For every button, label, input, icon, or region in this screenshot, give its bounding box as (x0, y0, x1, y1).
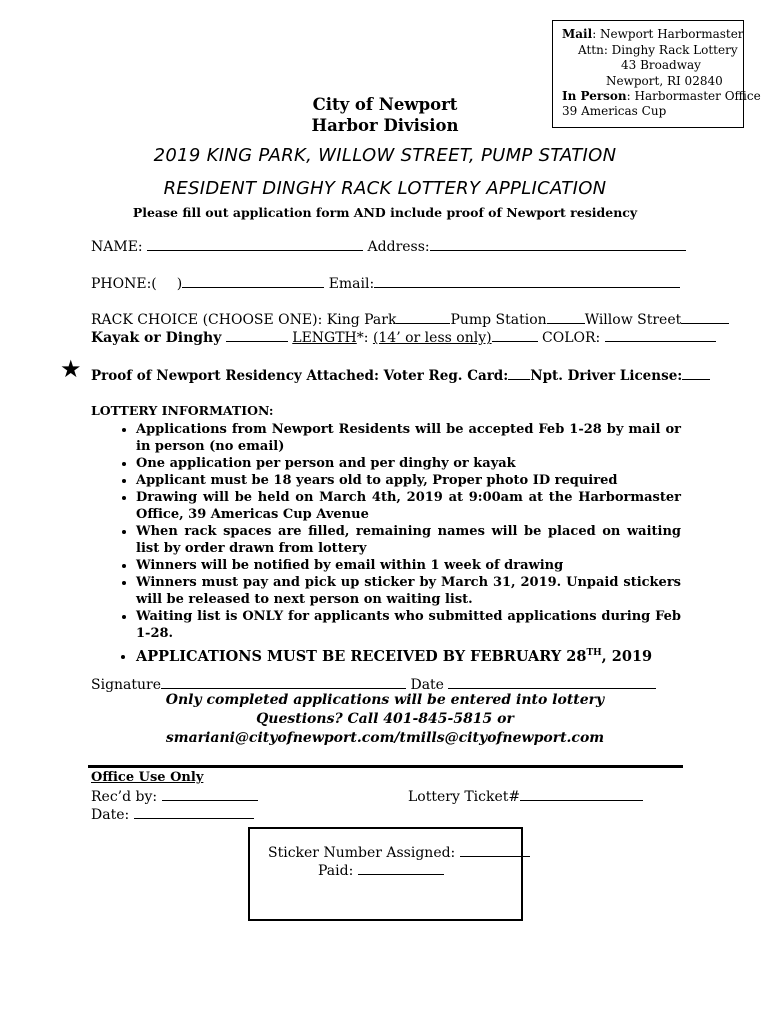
name-label: NAME: (91, 239, 143, 255)
in-person-line-2: 39 Americas Cup (562, 104, 667, 118)
paid-field[interactable] (358, 862, 444, 875)
recd-by-label: Rec’d by: (91, 789, 158, 805)
deadline-item: • APPLICATIONS MUST BE RECEIVED BY FEBRUARY 28TH, 2019 (136, 645, 681, 665)
color-field[interactable] (605, 329, 716, 342)
questions-note: Questions? Call 401-845-5815 or (256, 711, 514, 727)
sticker-number-row (268, 844, 530, 861)
address-field[interactable] (430, 238, 686, 251)
list-item: • Waiting list is ONLY for applicants who submitted applications during Feb 1-28. (136, 608, 681, 642)
pump-station-label: Pump Station (450, 312, 547, 328)
phone-close-paren: ) (176, 276, 183, 292)
recd-by-field[interactable] (162, 788, 258, 801)
rack-choice-label: RACK CHOICE (CHOOSE ONE): King Park (91, 312, 397, 328)
completed-note: Only completed applications will be entered into lottery (165, 692, 605, 708)
office-date-label: Date: (91, 807, 130, 823)
form-instruction: Please fill out application form AND include proof of Newport residency (132, 205, 638, 220)
contact-emails: smariani@cityofnewport.com/tmills@cityofnewport.com (165, 730, 605, 746)
office-date-field[interactable] (134, 806, 254, 819)
mail-line-1: Mail: Newport Harbormaster (562, 27, 744, 41)
phone-label: PHONE:( (91, 276, 157, 292)
sticker-number-label: Sticker Number Assigned: (268, 845, 456, 861)
paid-row (318, 862, 444, 879)
lottery-heading: LOTTERY INFORMATION: (91, 403, 274, 418)
office-use-heading: Office Use Only (91, 770, 204, 785)
office-date-row (91, 806, 254, 823)
list-item: • Applicant must be 18 years old to apply, Proper photo ID required (136, 472, 681, 489)
list-item: • One application per person and per dinghy or kayak (136, 455, 681, 472)
office-divider (88, 765, 683, 768)
name-address-row (91, 238, 686, 255)
willow-street-field[interactable] (681, 311, 729, 324)
kayak-dinghy-label: Kayak or Dinghy (91, 330, 222, 346)
phone-field[interactable] (182, 275, 324, 288)
length-suffix: *: (356, 330, 373, 346)
list-item: • Winners will be notified by email within 1 week of drawing (136, 557, 681, 574)
list-item: • When rack spaces are filled, remaining names will be placed on waiting list by order drawn from lottery (136, 523, 681, 557)
length-label: LENGTH (292, 330, 357, 346)
length-field[interactable] (492, 329, 538, 342)
proof-residency-row (91, 367, 710, 384)
driver-license-field[interactable] (682, 367, 710, 380)
date-label: Date (410, 677, 444, 693)
org-name: City of Newport (312, 95, 458, 114)
signature-field[interactable] (161, 676, 406, 689)
star-icon: ★ (60, 355, 82, 383)
color-label: COLOR: (542, 330, 601, 346)
in-person-line-1: In Person: Harbormaster Office (562, 89, 761, 103)
mailing-address-box (552, 20, 761, 128)
signature-label: Signature (91, 677, 162, 693)
lottery-rules-list (91, 421, 681, 665)
date-field[interactable] (448, 676, 656, 689)
mail-line-3: 43 Broadway (621, 58, 701, 72)
lottery-ticket-field[interactable] (520, 788, 643, 801)
mail-line-2: Attn: Dinghy Rack Lottery (578, 43, 738, 57)
sticker-box (248, 827, 523, 921)
lottery-ticket-label: Lottery Ticket# (408, 789, 521, 805)
address-label: Address: (367, 239, 430, 255)
org-division: Harbor Division (311, 116, 459, 135)
rack-choice-row (91, 311, 729, 328)
willow-street-label: Willow Street (584, 312, 682, 328)
length-note: (14’ or less only) (372, 330, 492, 346)
phone-email-row (91, 275, 680, 292)
name-field[interactable] (147, 238, 363, 251)
boat-details-row (91, 329, 716, 346)
voter-reg-field[interactable] (508, 367, 530, 380)
proof-label: Proof of Newport Residency Attached: Voter Reg. Card: (91, 368, 509, 384)
lottery-information (91, 402, 681, 665)
mail-line-4: Newport, RI 02840 (606, 74, 723, 88)
email-label: Email: (328, 276, 375, 292)
list-item: • Winners must pay and pick up sticker by March 31, 2019. Unpaid stickers will be released to next person on waiting list. (136, 574, 681, 608)
list-item: • Drawing will be held on March 4th, 2019 at 9:00am at the Harbormaster Office, 39 Americas Cup Avenue (136, 489, 681, 523)
form-title-line-2: RESIDENT DINGHY RACK LOTTERY APPLICATION (163, 178, 607, 199)
pump-station-field[interactable] (547, 311, 585, 324)
king-park-field[interactable] (396, 311, 450, 324)
sticker-number-field[interactable] (460, 844, 530, 857)
kayak-dinghy-field[interactable] (226, 329, 288, 342)
paid-label: Paid: (318, 863, 354, 879)
list-item: • Applications from Newport Residents will be accepted Feb 1-28 by mail or in person (no email) (136, 421, 681, 455)
form-title-line-1: 2019 KING PARK, WILLOW STREET, PUMP STATION (153, 145, 617, 166)
lottery-ticket-row (408, 788, 643, 805)
email-field[interactable] (374, 275, 680, 288)
driver-license-label: Npt. Driver License: (530, 368, 683, 384)
signature-row (91, 676, 656, 693)
recd-by-row (91, 788, 258, 805)
